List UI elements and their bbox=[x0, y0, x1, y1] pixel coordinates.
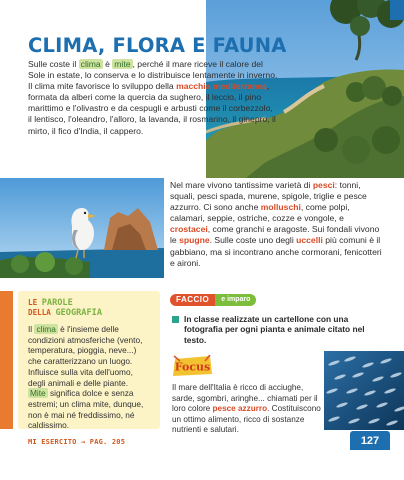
keyword-crostacei: crostacei bbox=[170, 224, 208, 235]
exercise-page-link[interactable]: MI ESERCITO → PAG. 205 bbox=[28, 438, 126, 446]
sea-text: più comuni è il gabbiano, ma si incontrano anche cormorani, fenicotteri e aironi. bbox=[170, 235, 382, 268]
parole-head-parole: PAROLE bbox=[41, 298, 73, 308]
keyword-clima: clima bbox=[80, 59, 101, 69]
fish-school-photo bbox=[324, 351, 404, 430]
parole-accent-bar bbox=[0, 291, 13, 429]
faccio-tag-sublabel: e imparo bbox=[215, 294, 256, 306]
faccio-task-text: In classe realizzate un cartellone con una fotografia per ogni pianta e animale citato nel testo. bbox=[184, 314, 365, 345]
intro-paragraph bbox=[28, 59, 278, 137]
sea-text: , come granchi e aragoste. Sui fondali vivono le bbox=[170, 224, 380, 246]
focus-badge-label: Focus bbox=[174, 360, 211, 374]
keyword-mite: Mite bbox=[30, 388, 46, 399]
parole-head-le: LE bbox=[28, 298, 38, 307]
focus-paragraph bbox=[172, 383, 322, 436]
faccio-tag bbox=[170, 294, 256, 306]
sea-text: . Sulle coste uno degli bbox=[209, 235, 297, 246]
page-number: 127 bbox=[350, 431, 390, 450]
parole-head-geografia: GEOGRAFIA bbox=[55, 308, 103, 318]
parole-heading bbox=[28, 298, 150, 318]
intro-text: Sulle coste il bbox=[28, 59, 79, 69]
focus-text-2: . Costituiscono un ottimo alimento, ricco di sostanze nutrienti e salutari. bbox=[172, 404, 321, 435]
faccio-e-imparo-box bbox=[170, 289, 384, 345]
intro-text: Il clima mite favorisce lo sviluppo della bbox=[28, 81, 177, 92]
keyword-pesce-azzurro: pesce azzurro bbox=[212, 404, 268, 414]
parole-text-1: Il bbox=[28, 324, 35, 334]
faccio-tag-label: FACCIO bbox=[170, 294, 215, 306]
keyword-clima: clima bbox=[36, 324, 56, 334]
parole-geografia-box bbox=[18, 291, 160, 429]
parole-text-3: significa dolce e senza estremi; un clima mite, dunque, non è mai né freddissimo, né caldissimo. bbox=[28, 388, 144, 431]
focus-badge bbox=[172, 355, 213, 377]
sea-text: : tonni, squali, pesci spada, murene, spigole, triglie e pesce azzurro. Ci sono anche bbox=[170, 180, 367, 213]
keyword-uccelli: uccelli bbox=[296, 235, 323, 246]
keyword-mite: mite bbox=[114, 59, 131, 69]
keyword-spugne: spugne bbox=[179, 235, 210, 246]
intro-text: , perché il mare riceve il calore del Sole in estate, lo conserva e lo distribuisce lentamente in inverno. bbox=[28, 59, 278, 81]
parole-head-della: DELLA bbox=[28, 308, 51, 317]
sea-text: Nel mare vivono tantissime varietà di bbox=[170, 180, 313, 190]
parole-definitions bbox=[28, 324, 150, 431]
intro-text: è bbox=[102, 59, 113, 69]
sea-fauna-paragraph bbox=[170, 180, 382, 269]
seagull-photo bbox=[0, 178, 164, 278]
keyword-pesci: pesci bbox=[312, 180, 335, 190]
keyword-molluschi: molluschi bbox=[260, 202, 301, 213]
bullet-square-icon bbox=[172, 316, 179, 323]
parole-text-2: è l'insieme delle condizioni atmosferiche (vento, temperatura, pioggia, neve...) che caratterizzano un luogo. Influisce sulla vita dell'uomo, degli animali e delle piante. bbox=[28, 324, 143, 388]
keyword-macchia-mediterranea: macchia mediterranea bbox=[176, 81, 267, 92]
page-title: CLIMA, FLORA E FAUNA bbox=[28, 34, 287, 57]
intro-text: , formata da alberi come la quercia da sughero, il leccio, il pino marittimo e l'olivastro e da cespugli e arbusti come il corbezzolo, il lentisco, l'oleandro, l'alloro, la lavanda, il rosmarino, il ginepro, il mirto, il fico d'India, il cappero. bbox=[28, 81, 276, 136]
focus-text-1: Il mare dell'Italia è ricco di acciughe, sarde, sgombri, aringhe... chiamati per il loro colore bbox=[172, 383, 318, 414]
footer-band bbox=[0, 450, 404, 480]
sea-text: , come polpi, calamari, seppie, ostriche, cozze e vongole, e bbox=[170, 202, 350, 224]
faccio-task bbox=[170, 314, 384, 345]
